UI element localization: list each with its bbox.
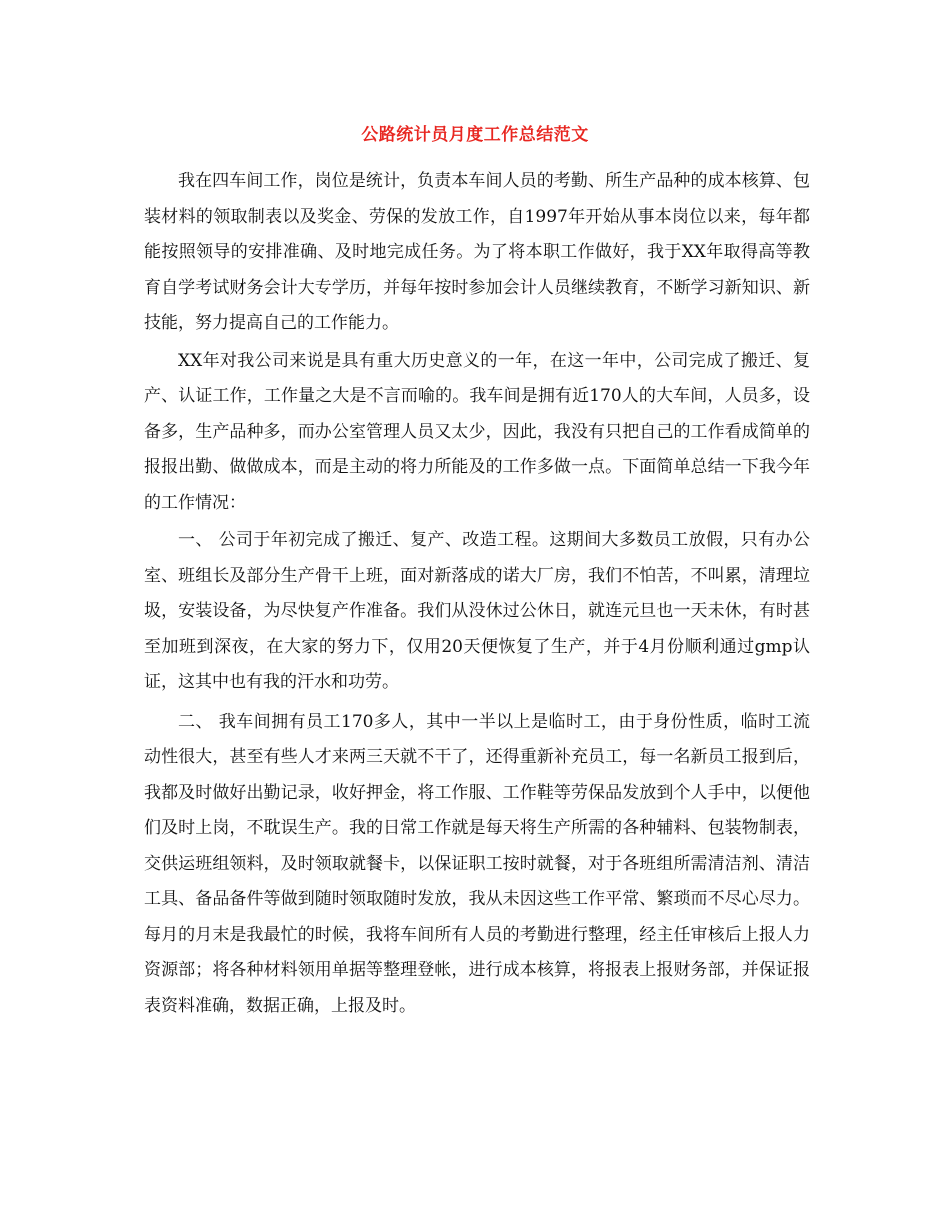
- document-title: 公路统计员月度工作总结范文: [361, 125, 589, 145]
- document-body: [144, 164, 810, 1024]
- paragraph-intro: 我在四车间工作，岗位是统计，负责本车间人员的考勤、所生产品种的成本核算、包装材料的领取制表以及奖金、劳保的发放工作，自1997年开始从事本岗位以来，每年都能按照领导的安排准确、及时地完成任务。为了将本职工作做好，我于XX年取得高等教育自学考试财务会计大专学历，并每年按时参加会计人员继续教育，不断学习新知识、新技能，努力提高自己的工作能力。: [144, 171, 810, 333]
- paragraph-item-two: 二、 我车间拥有员工170多人，其中一半以上是临时工，由于身份性质，临时工流动性很大，甚至有些人才来两三天就不干了，还得重新补充员工，每一名新员工报到后，我都及时做好出勤记录，收好押金，将工作服、工作鞋等劳保品发放到个人手中，以便他们及时上岗，不耽误生产。我的日常工作就是每天将生产所需的各种辅料、包装物制表，交供运班组领料，及时领取就餐卡，以保证职工按时就餐，对于各班组所需清洁剂、清洁工具、备品备件等做到随时领取随时发放，我从未因这些工作平常、繁琐而不尽心尽力。每月的月末是我最忙的时候，我将车间所有人员的考勤进行整理，经主任审核后上报人力资源部；将各种材料领用单据等整理登帐，进行成本核算，将报表上报财务部，并保证报表资料准确，数据正确，上报及时。: [144, 711, 810, 1016]
- paragraph-year-overview: XX年对我公司来说是具有重大历史意义的一年，在这一年中，公司完成了搬迁、复产、认证工作，工作量之大是不言而喻的。我车间是拥有近170人的大车间，人员多，设备多，生产品种多，而办公室管理人员又太少，因此，我没有只把自己的工作看成简单的报报出勤、做做成本，而是主动的将力所能及的工作多做一点。下面简单总结一下我今年的工作情况：: [144, 350, 810, 513]
- paragraph-item-one: 一、 公司于年初完成了搬迁、复产、改造工程。这期间大多数员工放假，只有办公室、班组长及部分生产骨干上班，面对新落成的诺大厂房，我们不怕苦，不叫累，清理垃圾，安装设备，为尽快复产作准备。我们从没休过公休日，就连元旦也一天未休，有时甚至加班到深夜，在大家的努力下，仅用20天便恢复了生产，并于4月份顺利通过gmp认证，这其中也有我的汗水和功劳。: [144, 530, 810, 692]
